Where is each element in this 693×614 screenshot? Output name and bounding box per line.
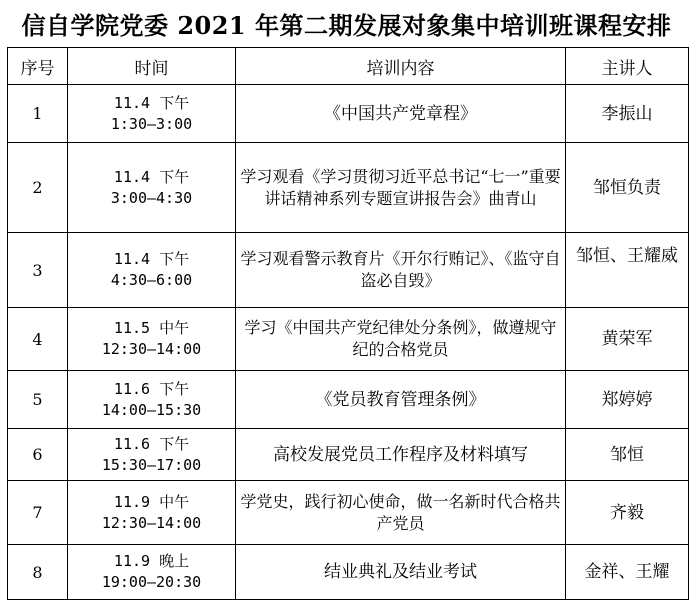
row-speaker: 齐毅 (566, 481, 689, 545)
row-content: 学习观看警示教育片《开尔行贿记》、《监守自盗必自毁》 (236, 233, 566, 308)
row-index: 5 (8, 371, 68, 429)
table-row (8, 481, 689, 545)
row-index: 1 (8, 85, 68, 143)
row-index: 2 (8, 143, 68, 233)
row-content: 学习《中国共产党纪律处分条例》，做遵规守纪的合格党员 (236, 308, 566, 371)
row-time (68, 545, 236, 600)
row-date: 11.4 下午 (113, 250, 190, 268)
row-content: 《中国共产党章程》 (236, 85, 566, 143)
header-speaker: 主讲人 (566, 48, 689, 85)
row-date: 11.9 中午 (113, 492, 190, 511)
row-date: 11.4 下午 (113, 167, 190, 186)
row-speaker-text: 邹恒、王耀威 (576, 246, 678, 266)
row-date: 11.4 下午 (113, 93, 190, 112)
row-content: 结业典礼及结业考试 (236, 545, 566, 600)
row-time-range: 19:00—20:30 (101, 573, 202, 591)
header-content: 培训内容 (236, 48, 566, 85)
row-time (68, 481, 236, 545)
row-speaker: 邹恒负责 (566, 143, 689, 233)
row-content: 学党史，践行初心使命，做一名新时代合格共产党员 (236, 481, 566, 545)
row-time-range: 12:30—14:00 (101, 340, 202, 358)
table-row (8, 371, 689, 429)
row-time (68, 233, 236, 308)
row-speaker: 黄荣军 (566, 308, 689, 371)
row-time-range: 4:30—6:00 (110, 271, 193, 289)
table-row (8, 429, 689, 481)
schedule-table (7, 47, 689, 600)
row-date: 11.9 晚上 (113, 552, 190, 570)
table-row (8, 143, 689, 233)
table-row (8, 233, 689, 308)
row-index: 4 (8, 308, 68, 371)
row-time-range: 14:00—15:30 (101, 400, 202, 419)
row-content: 学习观看《学习贯彻习近平总书记“七一”重要讲话精神系列专题宣讲报告会》曲青山 (236, 143, 566, 233)
row-index: 7 (8, 481, 68, 545)
table-row (8, 85, 689, 143)
row-content: 高校发展党员工作程序及材料填写 (236, 429, 566, 481)
row-time-range: 15:30—17:00 (101, 455, 202, 474)
row-speaker: 邹恒 (566, 429, 689, 481)
row-time (68, 371, 236, 429)
header-time: 时间 (68, 48, 236, 85)
row-speaker: 郑婷婷 (566, 371, 689, 429)
row-speaker: 金祥、王耀 (566, 545, 689, 600)
header-index: 序号 (8, 48, 68, 85)
row-time (68, 308, 236, 371)
row-speaker (566, 233, 689, 308)
row-index: 6 (8, 429, 68, 481)
table-header-row (8, 48, 689, 85)
row-time-range: 12:30—14:00 (101, 513, 202, 532)
row-time-range: 3:00—4:30 (110, 188, 193, 207)
row-time-range: 1:30—3:00 (110, 114, 193, 133)
row-content: 《党员教育管理条例》 (236, 371, 566, 429)
row-index: 3 (8, 233, 68, 308)
row-date: 11.6 下午 (113, 379, 190, 398)
row-index: 8 (8, 545, 68, 600)
row-speaker: 李振山 (566, 85, 689, 143)
row-date: 11.6 下午 (113, 434, 190, 453)
table-row (8, 308, 689, 371)
row-time (68, 85, 236, 143)
row-date: 11.5 中午 (113, 319, 190, 337)
row-time (68, 429, 236, 481)
page-title: 信自学院党委 2021 年第二期发展对象集中培训班课程安排 (21, 11, 672, 40)
row-time (68, 143, 236, 233)
table-row (8, 545, 689, 600)
